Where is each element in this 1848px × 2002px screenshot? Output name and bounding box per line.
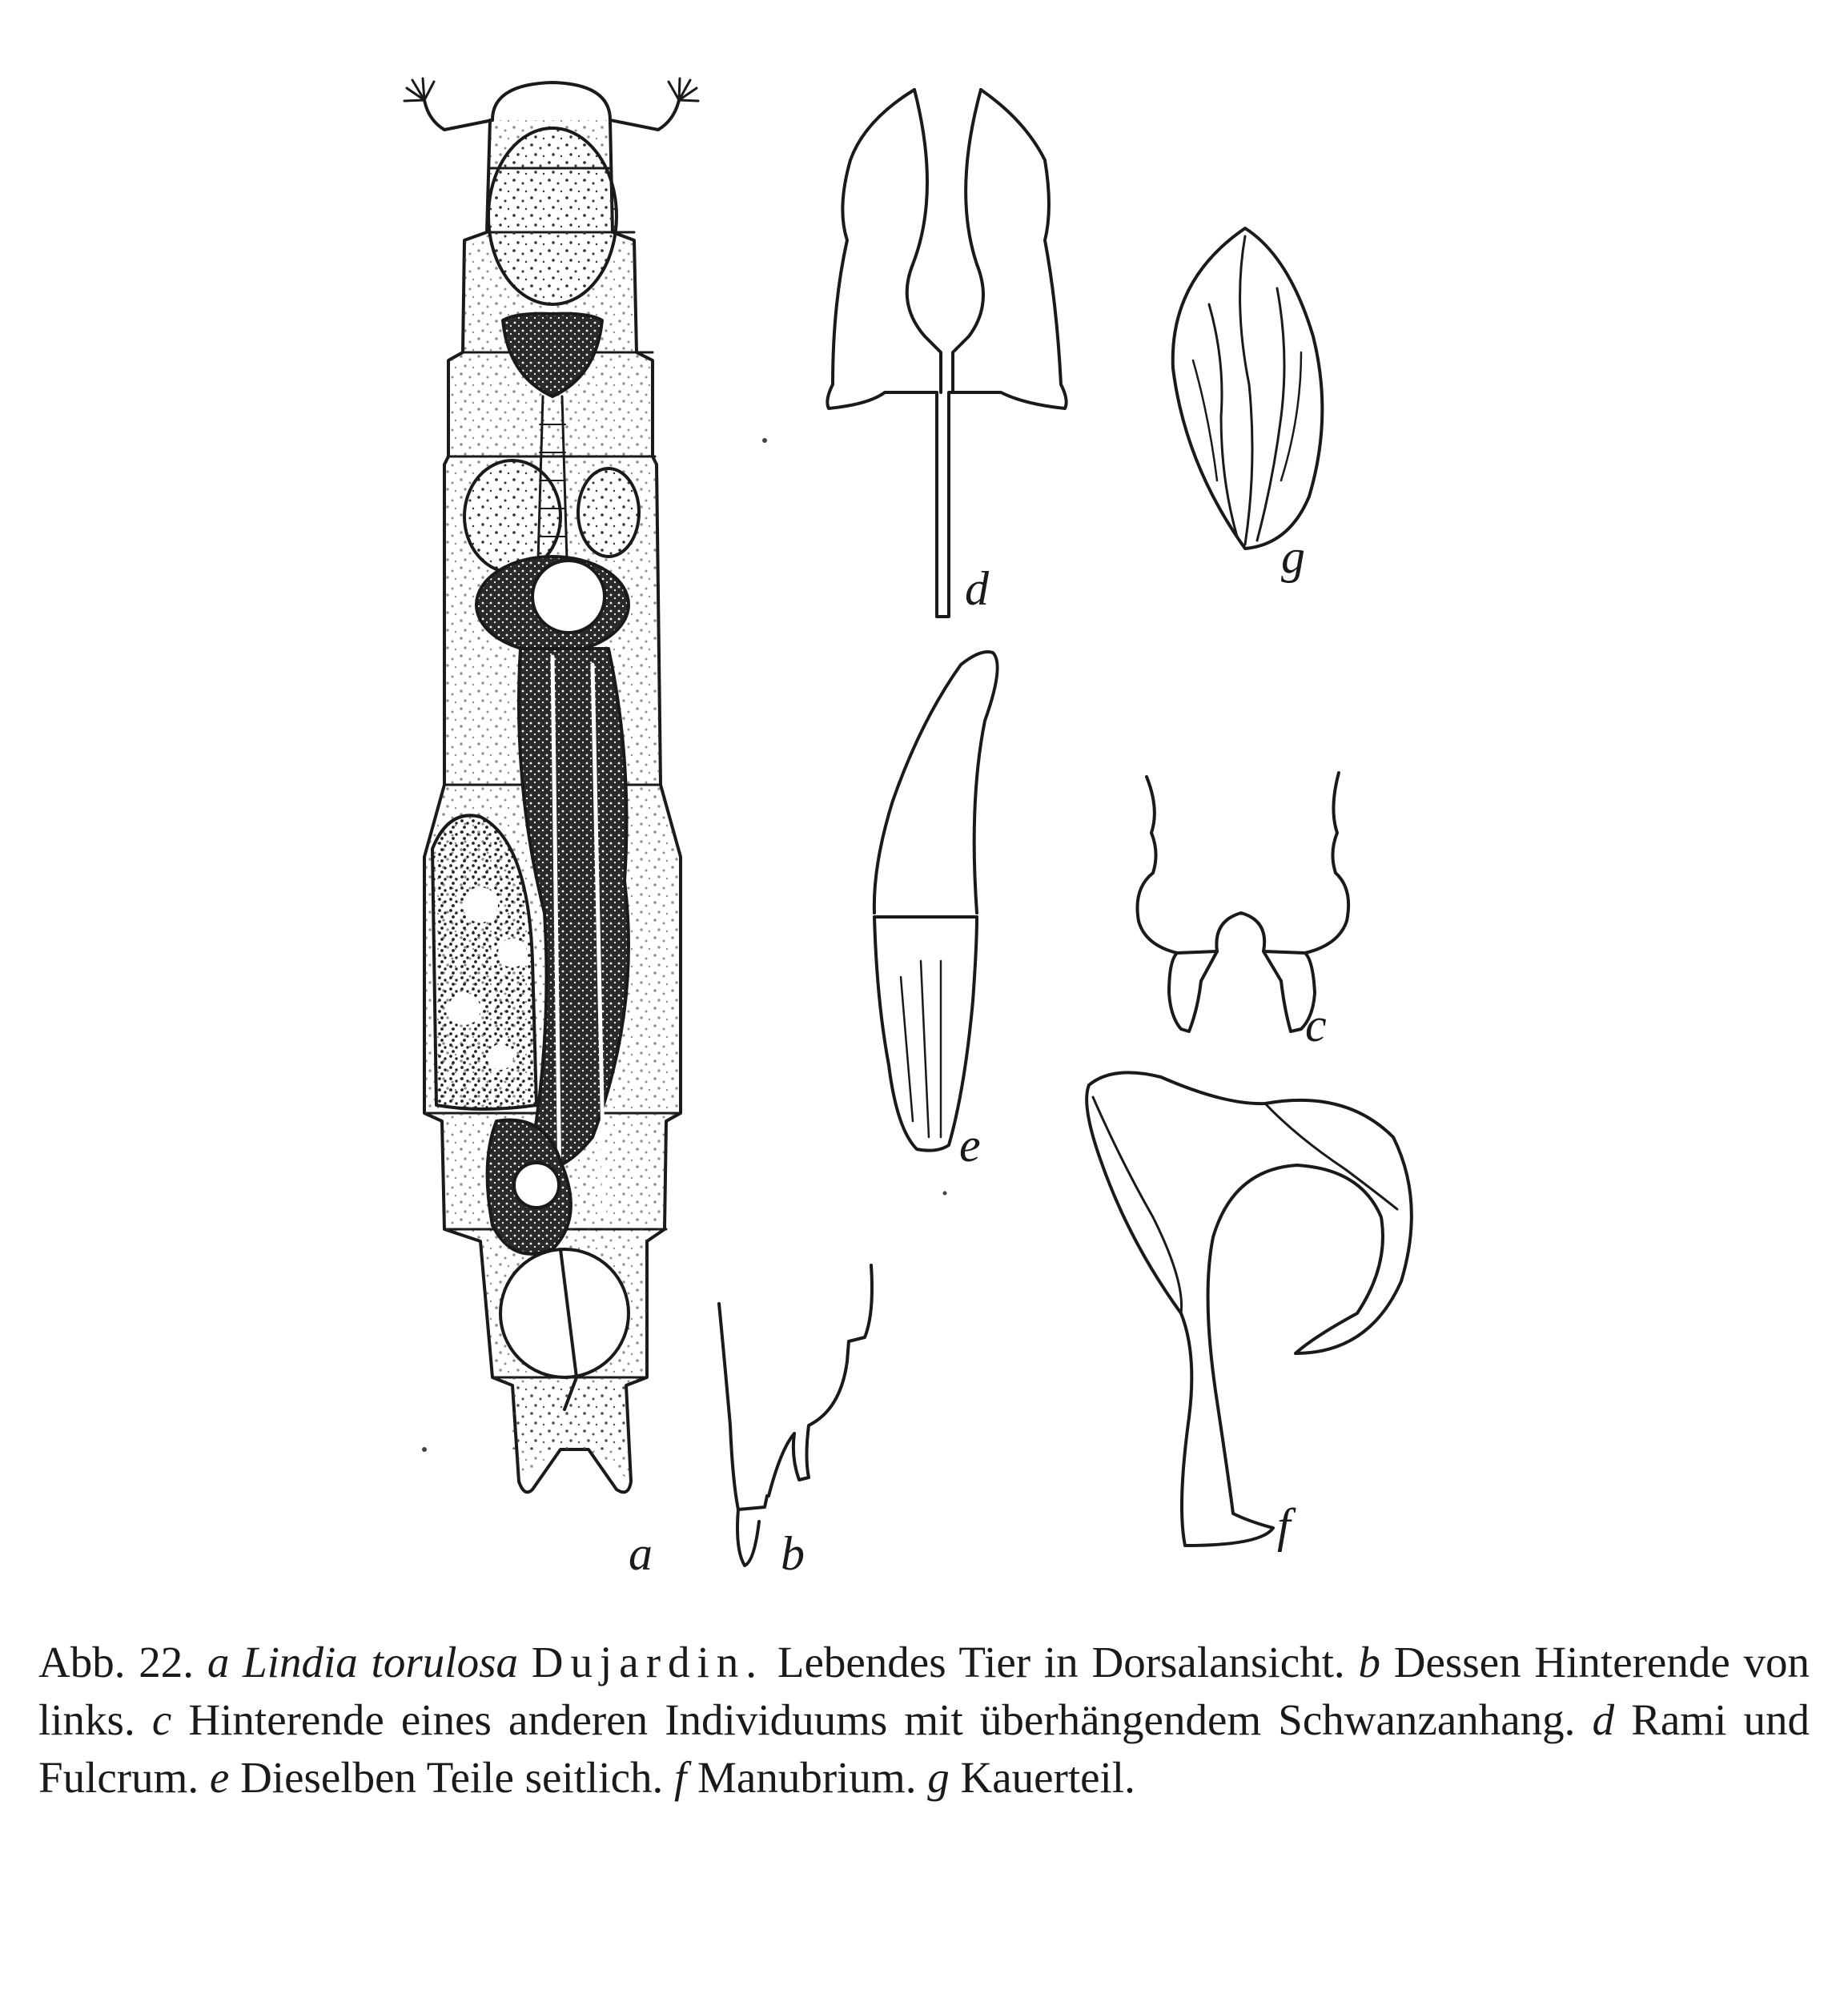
- drawing-a-whole-animal: [404, 78, 698, 1492]
- label-c: c: [1305, 999, 1327, 1051]
- caption-species: Lindia torulosa: [243, 1638, 518, 1686]
- label-b: b: [781, 1527, 805, 1578]
- caption-text-c: Hinterende eines anderen Individuums mit überhängendem Schwanzanhang.: [188, 1695, 1576, 1744]
- caption-text-d: Rami und Fulcrum.: [38, 1695, 1810, 1802]
- drawing-c-posterior-overhang: [1137, 773, 1348, 1031]
- caption-text-g: Kauerteil.: [960, 1753, 1135, 1802]
- drawing-f-manubrium: [1087, 1072, 1412, 1546]
- label-d: d: [965, 562, 989, 615]
- caption-letter-f: f: [673, 1753, 687, 1802]
- figure-caption: [38, 1634, 1810, 1807]
- caption-letter-b: b: [1358, 1638, 1380, 1686]
- label-e: e: [959, 1119, 981, 1172]
- drawing-g-kauerteil: [1173, 228, 1323, 549]
- drawing-d-rami-fulcrum: [827, 90, 1066, 617]
- label-a: a: [629, 1527, 653, 1578]
- caption-letter-e: e: [209, 1753, 230, 1802]
- caption-text-a: Lebendes Tier in Dorsalansicht.: [777, 1638, 1345, 1686]
- caption-text-f: Manubrium.: [697, 1753, 917, 1802]
- caption-text-b: Dessen Hinterende von links.: [38, 1638, 1810, 1744]
- caption-letter-g: g: [927, 1753, 950, 1802]
- caption-text-e: Dieselben Teile seitlich.: [240, 1753, 664, 1802]
- caption-letter-a: a: [207, 1638, 230, 1686]
- caption-author: Dujardin.: [531, 1638, 765, 1686]
- caption-letter-d: d: [1592, 1695, 1615, 1744]
- caption-letter-c: c: [151, 1695, 172, 1744]
- label-g: g: [1281, 530, 1305, 583]
- caption-figure-number: Abb. 22.: [38, 1638, 195, 1686]
- label-f: f: [1277, 1499, 1291, 1552]
- drawing-b-posterior-lateral: [719, 1265, 872, 1566]
- drawing-e-rami-lateral: [874, 652, 998, 1151]
